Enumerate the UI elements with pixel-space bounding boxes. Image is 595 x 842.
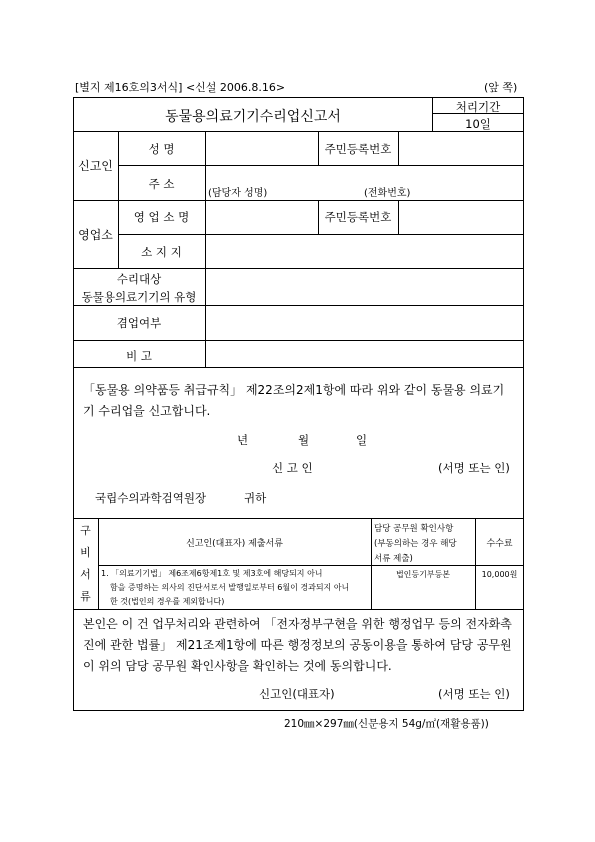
date-year-label: 년: [237, 433, 249, 447]
reporter-signature-label: 신 고 인: [272, 461, 313, 475]
phone-number-label: (전화번호): [364, 188, 411, 199]
submit-item-line1: 1. 「의료기기법」 제6조제6항제1호 및 제3호에 해당되지 아니: [101, 569, 323, 578]
docs-side-char-1: 구: [80, 524, 91, 537]
concurrent-business-label: 겸업여부: [116, 316, 162, 330]
business-location-field[interactable]: [206, 235, 523, 268]
form-title: 동물용의료기기수리업신고서: [165, 109, 341, 125]
contact-name-label: (담당자 성명): [208, 188, 268, 199]
processing-period-value: 10일: [465, 117, 491, 131]
concurrent-business-field[interactable]: [206, 306, 523, 340]
fee-header: 수수료: [486, 539, 513, 549]
officer-check-item: 법인등기부등본: [395, 570, 451, 579]
repair-type-label-line1: 수리대상: [116, 272, 162, 286]
business-name-field[interactable]: [206, 201, 318, 234]
reporter-id-field[interactable]: [399, 132, 523, 165]
officer-check-header-line3: 서류 제출): [374, 554, 413, 564]
form-number: [별지 제16호의3서식] <신설 2006.8.16>: [75, 81, 286, 94]
submit-docs-header: 신고인(대표자) 제출서류: [186, 539, 283, 549]
repair-type-label-line2: 동물용의료기기의 유형: [81, 290, 197, 304]
remarks-field[interactable]: [206, 341, 523, 367]
date-month-label: 월: [298, 433, 310, 447]
repair-type-field[interactable]: [206, 269, 523, 305]
business-section-label: 영업소: [78, 228, 113, 242]
reporter-address-label: 주 소: [148, 177, 175, 191]
business-name-label: 영 업 소 명: [133, 210, 190, 224]
declaration-text: 「동물용 의약품등 취급규칙」 제22조의2제1항에 따라 위와 같이 동물용 의료기기 수리업을 신고합니다.: [83, 383, 505, 418]
recipient-honorific: 귀하: [244, 491, 267, 505]
reporter-section-label: 신고인: [78, 159, 113, 173]
docs-side-char-2: 비: [80, 546, 91, 559]
business-id-label: 주민등록번호: [324, 210, 392, 224]
submit-item-line3: 한 것(법인의 경우를 제외합니다): [110, 597, 225, 606]
submit-item-line2: 함을 증명하는 의사의 진단서로서 발행일로부터 6월이 경과되지 아니: [110, 583, 350, 592]
reporter-name-label: 성 명: [148, 142, 175, 156]
consent-signature-note: (서명 또는 인): [438, 687, 510, 701]
business-id-field[interactable]: [399, 201, 523, 234]
officer-check-header-line2: (부동의하는 경우 해당: [374, 539, 457, 549]
docs-side-char-3: 서: [80, 568, 91, 581]
paper-spec: 210㎜×297㎜(신문용지 54g/㎡(재활용품)): [284, 718, 489, 730]
consent-text: 본인은 이 건 업무처리와 관련하여 「전자정부구현을 위한 행정업무 등의 전자화촉진에 관한 법률」 제21조제1항에 따른 행정정보의 공동이용을 통하여 담당 공무원이 위의 담당 공무원 확인사항을 확인하는 것에 동의합니다.: [83, 617, 512, 673]
fee-value: 10,000원: [481, 570, 518, 579]
business-location-label: 소 지 지: [141, 245, 182, 259]
docs-side-char-4: 류: [80, 590, 91, 603]
recipient-name: 국립수의과학검역원장: [95, 491, 207, 505]
processing-period-label: 처리기간: [455, 100, 501, 114]
signature-note: (서명 또는 인): [438, 461, 510, 475]
consent-signer-label: 신고인(대표자): [259, 687, 335, 701]
reporter-name-field[interactable]: [206, 132, 318, 165]
reporter-id-label: 주민등록번호: [324, 142, 392, 156]
date-day-label: 일: [356, 433, 368, 447]
page-side: (앞 쪽): [484, 81, 518, 94]
remarks-label: 비 고: [126, 349, 152, 363]
officer-check-header-line1: 담당 공무원 확인사항: [374, 524, 454, 534]
